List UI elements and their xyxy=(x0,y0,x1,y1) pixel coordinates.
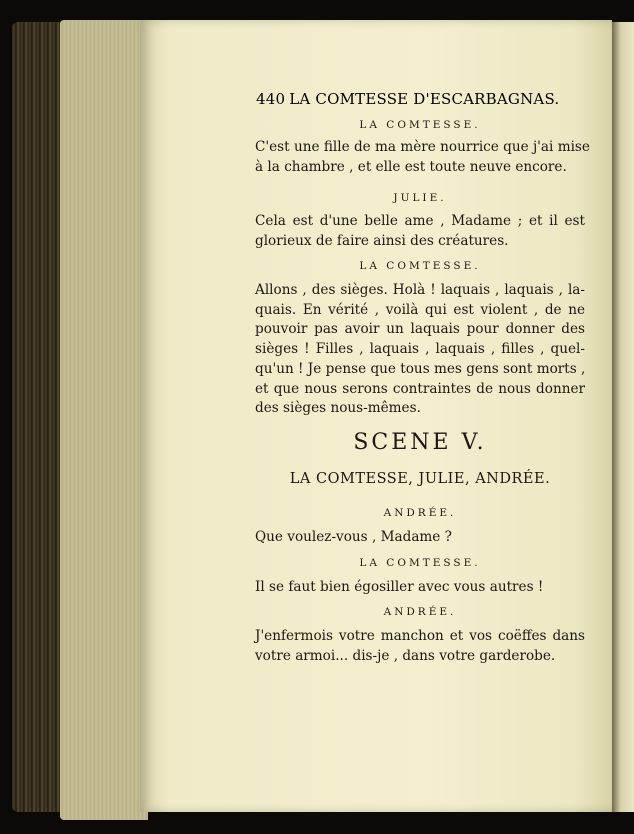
speech xyxy=(255,212,585,251)
speaker-label: LA COMTESSE. xyxy=(359,260,481,272)
speech-line: pouvoir pas avoir un laquais pour donner des xyxy=(255,321,585,338)
scene-cast: LA COMTESSE, JULIE, ANDRÉE. xyxy=(289,471,551,487)
speech-line: Que voulez-vous , Madame ? xyxy=(255,529,452,545)
speaker-label: ANDRÉE. xyxy=(383,606,457,618)
speech xyxy=(255,281,585,419)
speaker-label: JULIE. xyxy=(393,192,447,204)
speech xyxy=(255,528,585,548)
speech-line: Cela est d'une belle ame , Madame ; et il est xyxy=(255,213,585,229)
speaker-label: ANDRÉE. xyxy=(383,507,457,519)
speech xyxy=(255,578,585,598)
speech-line: J'enfermois votre manchon et vos coëffes dans xyxy=(255,628,585,644)
speech xyxy=(255,138,590,177)
speech-line: glorieux de faire ainsi des créatures. xyxy=(255,232,509,249)
speech-line: sièges ! Filles , laquais , laquais , filles , quel- xyxy=(255,341,585,358)
speech-line: qu'un ! Je pense que tous mes gens sont morts , xyxy=(255,360,586,377)
page-number: 440 xyxy=(256,90,286,108)
page-edges xyxy=(60,20,148,820)
speech-line: quais. En vérité , voilà qui est violent , de ne xyxy=(255,301,585,318)
speech xyxy=(255,627,585,666)
speech-line: C'est une fille de ma mère nourrice que j'ai mise xyxy=(255,139,590,155)
speech-line: des sièges nous-mêmes. xyxy=(255,400,421,417)
scene-heading: SCENE V. xyxy=(353,430,487,455)
speech-line: Il se faut bien égosiller avec vous autres ! xyxy=(255,579,544,595)
speech-line: votre armoi... dis-je , dans votre garderobe. xyxy=(255,647,556,664)
speech-line: à la chambre , et elle est toute neuve encore. xyxy=(255,158,567,175)
speaker-label: LA COMTESSE. xyxy=(359,557,481,569)
speaker-label: LA COMTESSE. xyxy=(359,119,481,131)
speech-line: Allons , des sièges. Holà ! laquais , laquais , la- xyxy=(255,282,585,298)
running-title: LA COMTESSE D'ESCARBAGNAS. xyxy=(289,90,560,108)
running-header xyxy=(256,90,586,108)
speech-line: et que nous serons contraintes de nous donner xyxy=(255,380,585,397)
facing-page-edge xyxy=(612,22,634,812)
